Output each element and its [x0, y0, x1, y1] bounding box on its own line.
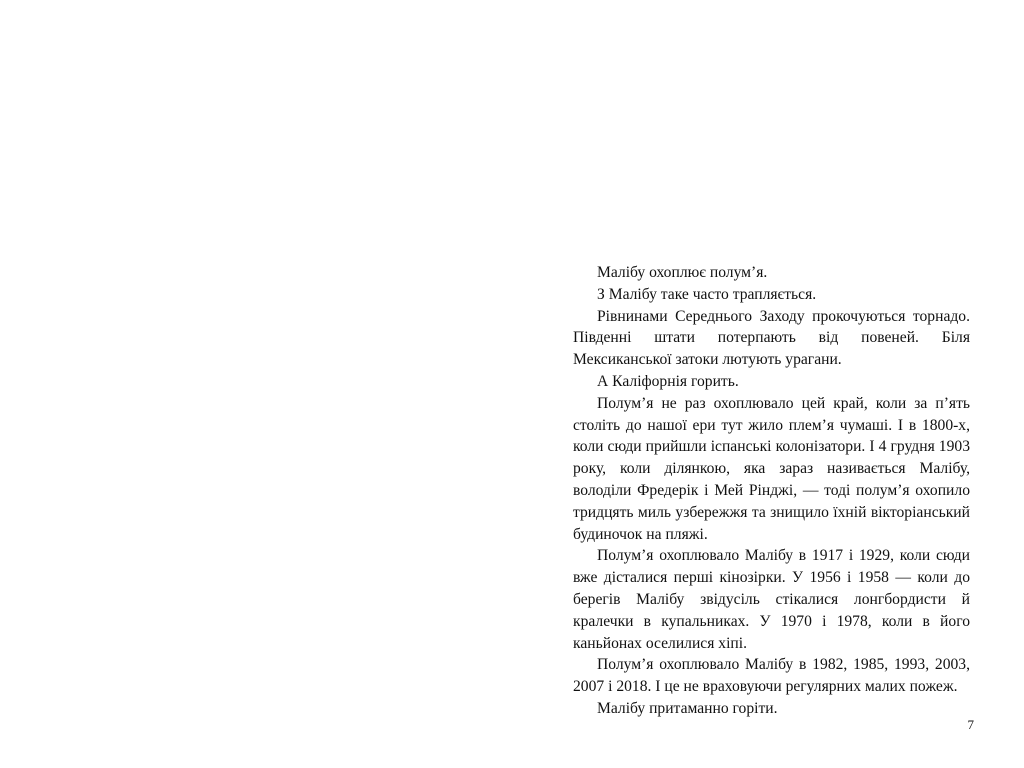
paragraph: А Каліфорнія горить.: [597, 372, 739, 390]
paragraph: Полум’я охоплювало Малібу в 1982, 1985, 1993, 2003, 2007 і 2018. І це не враховуючи регулярних малих пожеж.: [573, 656, 970, 696]
paragraph: Рівнинами Середнього Заходу прокочуються торнадо. Південні штати потерпають від повеней. Біля Мексиканської затоки лютують урагани.: [573, 307, 970, 369]
right-page: [512, 0, 1024, 768]
paragraph: Малібу охоплює полум’я.: [597, 264, 768, 281]
paragraph: Полум’я охоплювало Малібу в 1917 і 1929, коли сюди вже дісталися перші кінозірки. У 1956 і 1958 — коли до берегів Малібу звідусіль стікалися лонгбордисти й кралечки в купальниках. У 1970 і 1978, коли в його каньйонах оселилися хіпі.: [573, 547, 970, 652]
page-number: 7: [967, 717, 974, 732]
paragraph: З Малібу таке часто трапляється.: [597, 285, 817, 303]
body-text: [573, 262, 970, 720]
paragraph: Полум’я не раз охоплювало цей край, коли за п’ять століть до нашої ери тут жило плем’я чумаші. І в 1800-х, коли сюди прийшли іспанські колонізатори. І 4 грудня 1903 року, коли ділянкою, яка зараз називається Малібу, володіли Фредерік і Мей Рінджі, — тоді полум’я охопило тридцять миль узбережжя та знищило їхній вікторіанський будиночок на пляжі.: [573, 394, 970, 543]
paragraph: Малібу притаманно горіти.: [597, 699, 778, 717]
